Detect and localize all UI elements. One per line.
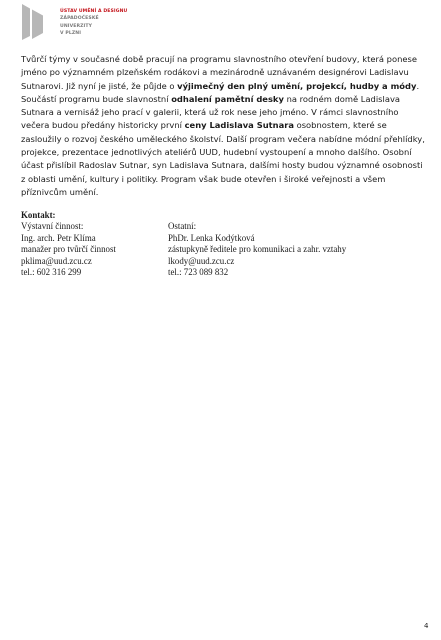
paragraph-text: Tvůrčí týmy v současné době pracují na programu slavnostního otevření budovy, která ponese jméno po významném plzeňském rodákovi a mezinárodně uznávaném designérovi Ladislavu Sutnarovi. Již nyní je jisté, že půjde o [21, 54, 417, 91]
left-contact-email: pklima@uud.zcu.cz [21, 255, 92, 266]
paragraph-text: . Součástí programu bude slavnostní [21, 80, 420, 104]
left-contact-phone: tel.: 602 316 299 [21, 267, 82, 278]
contact-row-phones [21, 267, 401, 278]
contact-section [21, 210, 401, 278]
left-contact-name: Ing. arch. Petr Klíma [21, 232, 96, 243]
contact-row-emails [21, 256, 401, 267]
paragraph-emphasis: odhalení pamětní desky [171, 93, 284, 104]
right-contact-position: zástupkyně ředitele pro komunikaci a zahr. vztahy [168, 244, 347, 255]
contact-title: Kontakt: [21, 210, 56, 220]
right-contact-phone: tel.: 723 089 832 [168, 267, 229, 278]
institution-name [60, 8, 127, 37]
logo-line-1: ÚSTAV UMĚNÍ A DESIGNU [60, 9, 128, 14]
contact-row-positions [21, 244, 401, 255]
paragraph-text: osobnostem, které se zasloužily o rozvoj českého uměleckého školství. Další program večera nabídne módní přehlídky, projekce, prezentace jednotlivých ateliérů UUD, hudební vystoupení a mnoho dalšího. Osobní účast přislíbil Radoslav Sutnar, syn Ladislava Sutnara, dalšími hosty budou významné osobnosti z oblasti umění, kultury i politiky. Program však bude otevřen i široké veřejnosti a všem příznivcům umění. [21, 120, 425, 197]
left-role-heading: Výstavní činnost: [21, 221, 84, 232]
paragraph-text: na rodném domě Ladislava Sutnara a vernisáž jeho prací v galerii, která už rok nese jeho jméno. V rámci slavnostního večera budou předány historicky první [21, 93, 400, 131]
logo-line-2: ZÁPADOČESKÉ [60, 16, 99, 22]
left-contact-position: manažer pro tvůrčí činnost [21, 244, 116, 255]
logo-line-3: UNIVERZITY [60, 23, 93, 29]
body-paragraph [21, 53, 425, 199]
paragraph-emphasis: ceny Ladislava Sutnara [184, 120, 294, 131]
contact-row-roles [21, 221, 401, 232]
right-role-heading: Ostatní: [168, 221, 197, 232]
page-number: 4 [424, 622, 429, 630]
contact-row-names [21, 233, 401, 244]
logo-line-4: V PLZNI [60, 30, 82, 36]
paragraph-emphasis: výjimečný den plný umění, projekcí, hudby a módy [177, 80, 417, 91]
uud-logo-icon [22, 4, 44, 44]
right-contact-email: lkody@uud.zcu.cz [168, 255, 235, 266]
right-contact-name: PhDr. Lenka Kodýtková [168, 232, 255, 243]
